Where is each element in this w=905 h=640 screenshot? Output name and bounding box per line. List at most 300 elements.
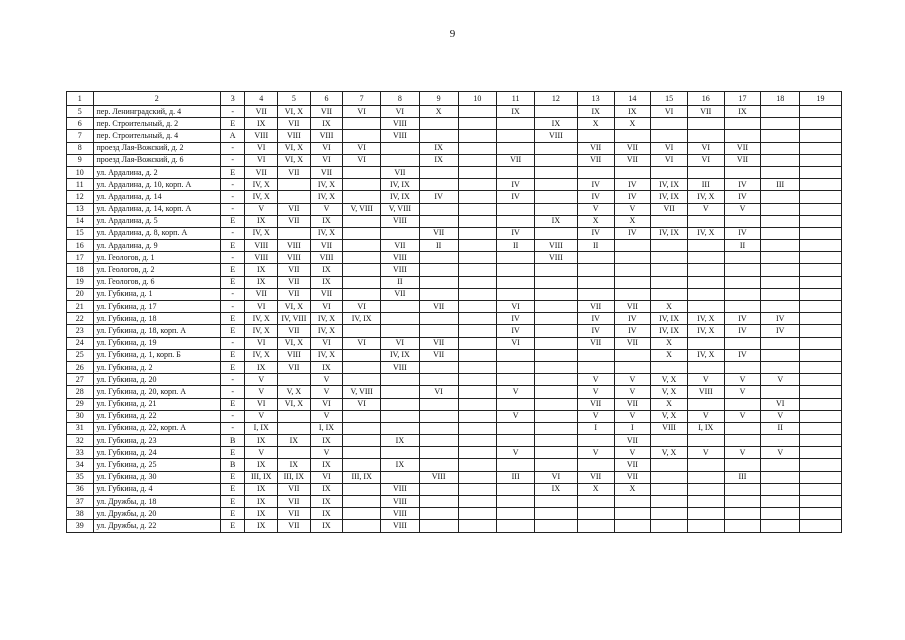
table-cell	[534, 435, 577, 447]
table-row	[67, 301, 842, 313]
table-cell: VII	[577, 154, 614, 166]
table-cell	[800, 398, 842, 410]
table-cell: -	[220, 252, 244, 264]
table-cell: II	[577, 240, 614, 252]
table-cell: VI	[343, 154, 381, 166]
table-cell: Е	[220, 361, 244, 373]
table-cell: IV, VIII	[278, 313, 311, 325]
table-cell: IV	[614, 313, 651, 325]
row-number-cell: 12	[67, 191, 94, 203]
table-cell	[800, 361, 842, 373]
table-cell: V	[724, 203, 761, 215]
table-cell: IV	[761, 313, 800, 325]
table-cell: VII	[278, 166, 311, 178]
table-cell: IV, X	[245, 325, 278, 337]
table-cell	[534, 447, 577, 459]
address-cell: ул. Геологов, д. 1	[93, 252, 220, 264]
table-cell: IX	[419, 142, 458, 154]
table-cell: VIII	[381, 508, 420, 520]
table-cell: IV	[614, 325, 651, 337]
table-cell: VI	[343, 142, 381, 154]
table-cell: -	[220, 203, 244, 215]
table-cell	[761, 386, 800, 398]
address-cell: ул. Губкина, д. 21	[93, 398, 220, 410]
table-cell: VII	[278, 508, 311, 520]
table-cell	[687, 166, 724, 178]
table-row	[67, 520, 842, 532]
table-cell: VI	[651, 154, 688, 166]
table-cell	[278, 374, 311, 386]
header-cell: 4	[245, 92, 278, 106]
table-cell: I	[614, 422, 651, 434]
table-cell: VII	[614, 398, 651, 410]
table-cell: IV	[577, 227, 614, 239]
table-cell: VIII	[381, 496, 420, 508]
table-cell	[800, 459, 842, 471]
table-cell	[458, 496, 497, 508]
table-cell	[419, 325, 458, 337]
table-cell	[419, 130, 458, 142]
table-cell	[800, 106, 842, 118]
table-cell	[458, 386, 497, 398]
table-cell: IX	[310, 483, 343, 495]
table-cell	[651, 264, 688, 276]
table-cell	[458, 459, 497, 471]
table-cell: IV, X	[245, 179, 278, 191]
table-cell	[458, 276, 497, 288]
table-cell: IX	[497, 106, 535, 118]
table-cell: VII	[278, 264, 311, 276]
row-number-cell: 23	[67, 325, 94, 337]
table-cell	[458, 410, 497, 422]
table-cell: VI	[343, 337, 381, 349]
table-cell: IX	[614, 106, 651, 118]
table-cell	[800, 520, 842, 532]
table-cell	[724, 337, 761, 349]
table-cell	[761, 349, 800, 361]
row-number-cell: 6	[67, 118, 94, 130]
table-cell: I, IX	[310, 422, 343, 434]
table-cell	[343, 215, 381, 227]
table-cell	[724, 166, 761, 178]
table-cell	[724, 435, 761, 447]
table-cell: -	[220, 179, 244, 191]
table-cell: VI	[310, 398, 343, 410]
table-cell: IX	[278, 435, 311, 447]
table-row	[67, 106, 842, 118]
table-cell: Е	[220, 520, 244, 532]
table-cell: Е	[220, 276, 244, 288]
table-cell: II	[419, 240, 458, 252]
table-row	[67, 130, 842, 142]
table-cell: -	[220, 374, 244, 386]
table-cell	[687, 252, 724, 264]
table-cell: VII	[614, 435, 651, 447]
table-row	[67, 386, 842, 398]
table-cell: VII	[278, 361, 311, 373]
table-cell	[724, 264, 761, 276]
table-cell: IX	[310, 215, 343, 227]
table-cell	[761, 483, 800, 495]
table-cell	[577, 459, 614, 471]
table-cell	[534, 349, 577, 361]
table-cell	[419, 313, 458, 325]
table-cell: IV, X	[687, 191, 724, 203]
table-cell	[381, 398, 420, 410]
table-cell	[458, 118, 497, 130]
table-cell	[458, 313, 497, 325]
table-cell: II	[381, 276, 420, 288]
table-cell	[381, 386, 420, 398]
table-cell	[614, 166, 651, 178]
table-cell: V	[724, 447, 761, 459]
address-cell: ул. Губкина, д. 1, корп. Б	[93, 349, 220, 361]
table-cell	[651, 459, 688, 471]
table-cell	[458, 508, 497, 520]
table-cell	[651, 215, 688, 227]
table-cell	[800, 252, 842, 264]
table-cell: IV, X	[310, 191, 343, 203]
table-cell: VI	[245, 154, 278, 166]
table-row	[67, 227, 842, 239]
table-cell: IX	[310, 520, 343, 532]
table-cell	[343, 410, 381, 422]
row-number-cell: 19	[67, 276, 94, 288]
table-cell	[419, 361, 458, 373]
table-cell: V	[577, 386, 614, 398]
address-cell: ул. Геологов, д. 2	[93, 264, 220, 276]
table-cell	[687, 118, 724, 130]
table-cell	[614, 349, 651, 361]
table-cell	[800, 325, 842, 337]
table-cell	[724, 215, 761, 227]
table-cell	[800, 447, 842, 459]
table-cell: III, IX	[343, 471, 381, 483]
table-cell	[761, 166, 800, 178]
address-cell: проезд Лая-Вожский, д. 2	[93, 142, 220, 154]
table-cell: IV	[614, 227, 651, 239]
table-cell: VI, X	[278, 142, 311, 154]
table-cell	[577, 349, 614, 361]
table-cell: IV, IX	[343, 313, 381, 325]
table-cell: IV	[497, 313, 535, 325]
table-cell: VI	[245, 301, 278, 313]
table-cell: VII	[310, 288, 343, 300]
table-row	[67, 447, 842, 459]
table-cell: IV	[724, 349, 761, 361]
table-cell: VI	[310, 471, 343, 483]
address-cell: пер. Строительный, д. 4	[93, 130, 220, 142]
table-cell: VIII	[381, 215, 420, 227]
table-cell	[381, 154, 420, 166]
table-cell	[687, 520, 724, 532]
table-cell	[577, 435, 614, 447]
table-cell	[614, 508, 651, 520]
table-row	[67, 215, 842, 227]
row-number-cell: 38	[67, 508, 94, 520]
table-row	[67, 325, 842, 337]
table-cell	[278, 191, 311, 203]
table-cell	[458, 191, 497, 203]
table-cell: X	[651, 349, 688, 361]
table-cell	[497, 374, 535, 386]
table-cell: V, X	[651, 410, 688, 422]
table-cell	[343, 435, 381, 447]
table-cell: IV	[724, 227, 761, 239]
table-cell	[687, 240, 724, 252]
header-cell: 16	[687, 92, 724, 106]
row-number-cell: 10	[67, 166, 94, 178]
table-cell	[458, 349, 497, 361]
table-cell: X	[577, 483, 614, 495]
table-cell: VI	[343, 301, 381, 313]
table-cell	[419, 398, 458, 410]
table-cell	[497, 276, 535, 288]
table-cell: X	[651, 337, 688, 349]
table-cell: IV	[577, 191, 614, 203]
table-cell: X	[614, 215, 651, 227]
table-cell: IX	[534, 118, 577, 130]
table-cell	[651, 361, 688, 373]
table-cell	[687, 361, 724, 373]
table-cell: VI	[687, 142, 724, 154]
table-cell	[343, 422, 381, 434]
table-cell	[577, 520, 614, 532]
table-row	[67, 337, 842, 349]
table-cell: VI	[245, 142, 278, 154]
table-cell	[343, 483, 381, 495]
table-cell: IX	[310, 276, 343, 288]
table-cell: V	[614, 374, 651, 386]
table-cell: V	[761, 410, 800, 422]
table-cell: VII	[310, 106, 343, 118]
table-cell	[458, 483, 497, 495]
table-cell: IV	[724, 179, 761, 191]
table-cell: VII	[245, 106, 278, 118]
table-header-row	[67, 92, 842, 106]
table-cell	[534, 496, 577, 508]
table-cell: VII	[381, 240, 420, 252]
table-cell	[381, 447, 420, 459]
table-cell	[497, 215, 535, 227]
table-cell: IV	[577, 325, 614, 337]
address-cell: проезд Лая-Вожский, д. 6	[93, 154, 220, 166]
address-cell: ул. Губкина, д. 17	[93, 301, 220, 313]
table-cell: VIII	[278, 240, 311, 252]
table-cell	[687, 496, 724, 508]
table-cell: VII	[577, 398, 614, 410]
table-cell: VIII	[381, 483, 420, 495]
table-cell: V, X	[651, 374, 688, 386]
table-cell	[724, 483, 761, 495]
header-cell: 3	[220, 92, 244, 106]
table-cell: VIII	[381, 130, 420, 142]
table-cell: IX	[245, 215, 278, 227]
table-cell	[497, 435, 535, 447]
table-cell	[724, 361, 761, 373]
table-cell: IX	[381, 435, 420, 447]
table-cell: IV	[761, 325, 800, 337]
table-cell	[419, 374, 458, 386]
table-cell: V	[310, 203, 343, 215]
table-cell	[651, 520, 688, 532]
table-cell	[761, 520, 800, 532]
table-cell	[419, 520, 458, 532]
table-cell	[497, 361, 535, 373]
table-cell	[761, 227, 800, 239]
table-cell	[419, 483, 458, 495]
table-cell	[458, 288, 497, 300]
table-cell: X	[577, 118, 614, 130]
table-cell	[800, 142, 842, 154]
address-cell: ул. Губкина, д. 18, корп. А	[93, 325, 220, 337]
table-cell: V, X	[651, 447, 688, 459]
table-cell	[651, 496, 688, 508]
table-row	[67, 252, 842, 264]
table-cell: Е	[220, 508, 244, 520]
table-cell: -	[220, 227, 244, 239]
table-cell	[343, 361, 381, 373]
table-cell	[381, 227, 420, 239]
table-cell: VII	[381, 288, 420, 300]
table-cell: IV, IX	[651, 179, 688, 191]
table-cell: IV	[497, 325, 535, 337]
table-cell	[343, 508, 381, 520]
table-cell	[534, 398, 577, 410]
table-cell	[458, 422, 497, 434]
table-cell: V	[577, 447, 614, 459]
table-cell	[381, 313, 420, 325]
table-cell	[278, 227, 311, 239]
table-cell: -	[220, 422, 244, 434]
row-number-cell: 39	[67, 520, 94, 532]
table-cell	[458, 301, 497, 313]
header-cell: 14	[614, 92, 651, 106]
table-cell	[419, 264, 458, 276]
table-cell: V	[577, 410, 614, 422]
table-cell: VII	[687, 106, 724, 118]
table-cell: VII	[577, 301, 614, 313]
table-cell	[687, 276, 724, 288]
table-cell: VI	[310, 154, 343, 166]
table-cell	[800, 264, 842, 276]
table-cell: VI	[310, 301, 343, 313]
table-cell	[614, 264, 651, 276]
table-cell: III	[724, 471, 761, 483]
table-cell: VII	[278, 118, 311, 130]
row-number-cell: 37	[67, 496, 94, 508]
table-cell	[577, 166, 614, 178]
table-cell	[419, 118, 458, 130]
row-number-cell: 36	[67, 483, 94, 495]
table-cell	[577, 276, 614, 288]
table-cell	[577, 130, 614, 142]
address-cell: ул. Губкина, д. 24	[93, 447, 220, 459]
table-cell	[497, 508, 535, 520]
row-number-cell: 9	[67, 154, 94, 166]
table-cell: IV, X	[687, 313, 724, 325]
table-cell	[724, 459, 761, 471]
table-row	[67, 471, 842, 483]
table-cell	[761, 142, 800, 154]
table-cell	[614, 496, 651, 508]
table-cell: IX	[310, 496, 343, 508]
header-cell: 12	[534, 92, 577, 106]
table-cell	[724, 422, 761, 434]
row-number-cell: 25	[67, 349, 94, 361]
table-cell	[497, 264, 535, 276]
table-cell: -	[220, 106, 244, 118]
table-cell: V	[577, 203, 614, 215]
table-cell	[343, 374, 381, 386]
table-cell	[534, 508, 577, 520]
table-cell	[343, 118, 381, 130]
table-cell	[761, 435, 800, 447]
table-cell: VIII	[245, 240, 278, 252]
table-cell: IX	[381, 459, 420, 471]
table-cell	[687, 301, 724, 313]
table-cell: -	[220, 288, 244, 300]
table-cell	[761, 301, 800, 313]
table-cell	[343, 240, 381, 252]
table-cell	[458, 447, 497, 459]
table-cell: VII	[614, 459, 651, 471]
table-cell	[651, 276, 688, 288]
table-cell: -	[220, 410, 244, 422]
table-cell: Е	[220, 166, 244, 178]
table-cell: V	[687, 374, 724, 386]
table-cell	[614, 130, 651, 142]
table-cell	[497, 142, 535, 154]
table-cell: IX	[245, 276, 278, 288]
table-cell: V	[245, 447, 278, 459]
table-cell	[800, 179, 842, 191]
table-row	[67, 459, 842, 471]
table-cell	[761, 276, 800, 288]
table-cell: IX	[310, 118, 343, 130]
table-cell	[458, 142, 497, 154]
row-number-cell: 8	[67, 142, 94, 154]
table-cell: VII	[577, 337, 614, 349]
table-cell: VII	[278, 496, 311, 508]
table-cell	[458, 374, 497, 386]
table-cell: VI	[343, 106, 381, 118]
table-cell: IV, IX	[651, 191, 688, 203]
table-cell: VIII	[245, 252, 278, 264]
table-cell	[800, 118, 842, 130]
address-cell: ул. Губкина, д. 30	[93, 471, 220, 483]
table-cell	[343, 447, 381, 459]
table-cell	[419, 459, 458, 471]
row-number-cell: 24	[67, 337, 94, 349]
table-cell: IV	[497, 179, 535, 191]
table-cell: VI, X	[278, 154, 311, 166]
table-cell	[419, 166, 458, 178]
header-cell: 13	[577, 92, 614, 106]
table-cell: V	[245, 203, 278, 215]
table-cell	[343, 520, 381, 532]
table-cell	[278, 179, 311, 191]
table-cell	[278, 447, 311, 459]
table-cell	[343, 252, 381, 264]
table-cell	[419, 422, 458, 434]
address-cell: ул. Ардалина, д. 8, корп. А	[93, 227, 220, 239]
table-cell: VIII	[651, 422, 688, 434]
table-cell	[800, 496, 842, 508]
table-cell	[534, 142, 577, 154]
table-cell	[800, 215, 842, 227]
table-cell: V	[497, 447, 535, 459]
